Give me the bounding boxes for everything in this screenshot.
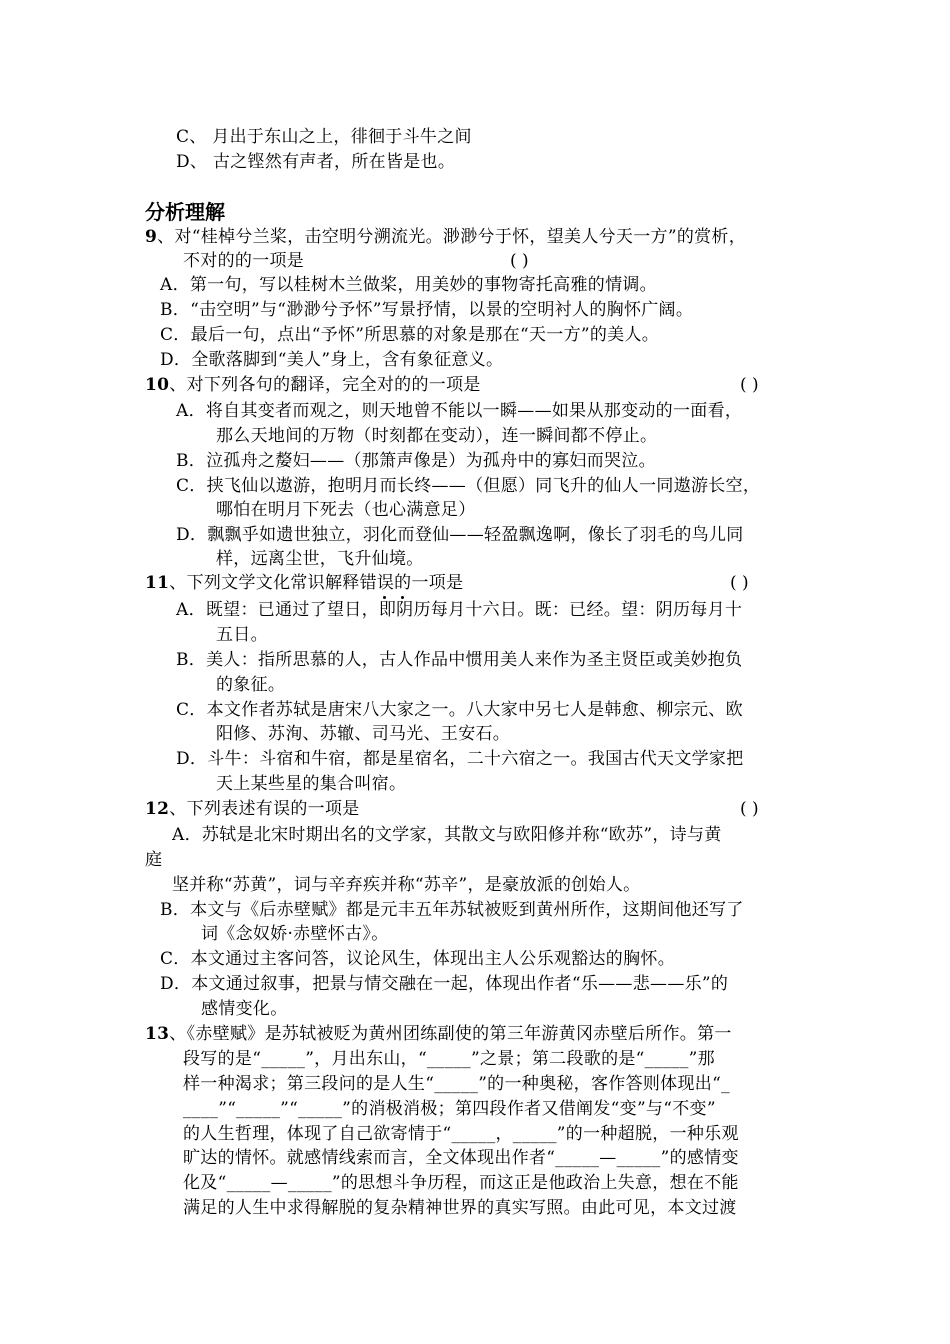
q10-option-a-line2: 那么天地间的万物（时刻都在变动），连一瞬间都不停止。: [216, 426, 658, 446]
q12-option-a-line3: 坚并称“苏黄”，词与辛弃疾并称“苏辛”，是豪放派的创始人。: [172, 875, 641, 895]
q13-text: 、《赤壁赋》是苏轼被贬为黄州团练副使的第三年游黄冈赤壁后所作。第一: [169, 1024, 732, 1044]
q9-option-a: A．第一句，写以桂树木兰做桨，用美妙的事物寄托高雅的情调。: [160, 275, 657, 295]
q13-line7: 化及“_____—_____”的思想斗争历程，而这正是他政治上失意，想在不能: [183, 1173, 739, 1193]
q13-line1: [145, 1022, 732, 1046]
q12-stem-text: 、下列表述有误的一项是: [169, 799, 360, 819]
q9-stem-text: 、对“桂棹兮兰桨，击空明兮溯流光。渺渺兮于怀，望美人兮天一方”的赏析，: [157, 227, 747, 247]
q11-option-d-line1: D．斗牛：斗宿和牛宿，都是星宿名，二十六宿之一。我国古代天文学家把: [176, 749, 744, 769]
q12-option-a-line1: A．苏轼是北宋时期出名的文学家，其散文与欧阳修并称“欧苏”，诗与黄: [172, 825, 722, 845]
q12-answer-blank: ( ): [740, 799, 759, 819]
q10-answer-blank: ( ): [740, 375, 759, 395]
q11-option-a-line1: A．既望：已通过了望日，即阴历每月十六日。既：已经。望：阴历每月十: [176, 600, 743, 620]
q9-number: 9: [145, 227, 158, 247]
q10-option-d-line1: D．飘飘乎如遗世独立，羽化而登仙——轻盈飘逸啊，像长了羽毛的鸟儿同: [176, 525, 744, 545]
q10-option-c-line1: C．挟飞仙以遨游，抱明月而长终——（但愿）同飞升的仙人一同遨游长空，: [176, 476, 761, 496]
q12-option-c: C．本文通过主客问答，议论风生，体现出主人公乐观豁达的胸怀。: [160, 949, 676, 969]
q10-option-a-line1: A．将自其变者而观之，则天地曾不能以一瞬——如果从那变动的一面看，: [176, 401, 743, 421]
q11-option-d-line2: 天上某些星的集合叫宿。: [216, 774, 407, 794]
q12-number: 12: [145, 799, 170, 819]
q10-option-b: B．泣孤舟之嫠妇——（那箫声像是）为孤舟中的寡妇而哭泣。: [176, 451, 656, 471]
q12-option-d-line1: D．本文通过叙事，把景与情交融在一起，体现出作者“乐——悲——乐”的: [160, 974, 729, 994]
q12-option-b-line1: B．本文与《后赤壁赋》都是元丰五年苏轼被贬到黄州所作，这期间他还写了: [160, 900, 744, 920]
q11-stem: [145, 571, 463, 595]
q11-stem-text: 、下列文学文化常识解释错误的一项是: [169, 573, 464, 593]
q10-stem-text: 、对下列各句的翻译，完全对的的一项是: [169, 375, 481, 395]
q11-option-c-line1: C．本文作者苏轼是唐宋八大家之一。八大家中另七人是韩愈、柳宗元、欧: [176, 700, 743, 720]
q13-number: 13: [145, 1024, 170, 1044]
q13-line4: ____”“_____”“_____”的消极消极；第四段作者又借阐发“变”与“不变”: [183, 1099, 716, 1119]
q9-option-d: D．全歌落脚到“美人”身上，含有象征意义。: [160, 350, 504, 370]
q13-line8: 满足的人生中求得解脱的复杂精神世界的真实写照。由此可见，本文过渡: [183, 1198, 737, 1218]
q9-option-c: C．最后一句，点出“予怀”所思慕的对象是那在“天一方”的美人。: [160, 325, 660, 345]
section-title: 分析理解: [145, 200, 225, 224]
q11-option-b-line2: 的象征。: [216, 675, 286, 695]
q11-number: 11: [145, 573, 170, 593]
q10-option-d-line2: 样，远离尘世，飞升仙境。: [216, 549, 424, 569]
q9-stem-line2: 不对的的一项是: [183, 251, 305, 271]
q12-option-b-line2: 词《念奴娇·赤壁怀古》。: [201, 924, 389, 944]
q11-option-b-line1: B．美人：指所思慕的人，古人作品中惯用美人来作为圣主贤臣或美妙抱负: [176, 650, 743, 670]
q10-stem: [145, 373, 481, 397]
q13-line2: 段写的是“_____”，月出东山，“_____”之景；第二段歌的是“_____”那: [183, 1049, 715, 1069]
option-d-top: D、 古之铿然有声者，所在皆是也。: [176, 152, 456, 172]
q11-answer-blank: ( ): [730, 573, 749, 593]
q13-line6: 旷达的情怀。就感情线索而言，全文体现出作者“_____—_____”的感情变: [183, 1148, 739, 1168]
q10-number: 10: [145, 375, 170, 395]
q9-answer-blank: ( ): [510, 251, 529, 271]
q12-option-d-line2: 感情变化。: [201, 999, 288, 1019]
q10-option-c-line2: 哪怕在明月下死去（也心满意足）: [216, 500, 476, 520]
q12-stem: [145, 797, 360, 821]
q13-line5: 的人生哲理，体现了自己欲寄情于“_____，_____”的一种超脱，一种乐观: [183, 1124, 739, 1144]
q9-stem-line1: [145, 225, 746, 249]
q12-option-a-line2: 庭: [145, 850, 163, 870]
q11-option-c-line2: 阳修、苏洵、苏辙、司马光、王安石。: [216, 724, 511, 744]
q9-option-b: B．“击空明”与“渺渺兮予怀”写景抒情，以景的空明衬人的胸怀广阔。: [160, 300, 694, 320]
q13-line3: 样一种渴求；第三段问的是人生“_____”的一种奥秘，客作答则体现出“_: [183, 1074, 730, 1094]
option-c-top: C、 月出于东山之上，徘徊于斗牛之间: [176, 127, 472, 147]
q11-option-a-line2: 五日。: [216, 625, 268, 645]
